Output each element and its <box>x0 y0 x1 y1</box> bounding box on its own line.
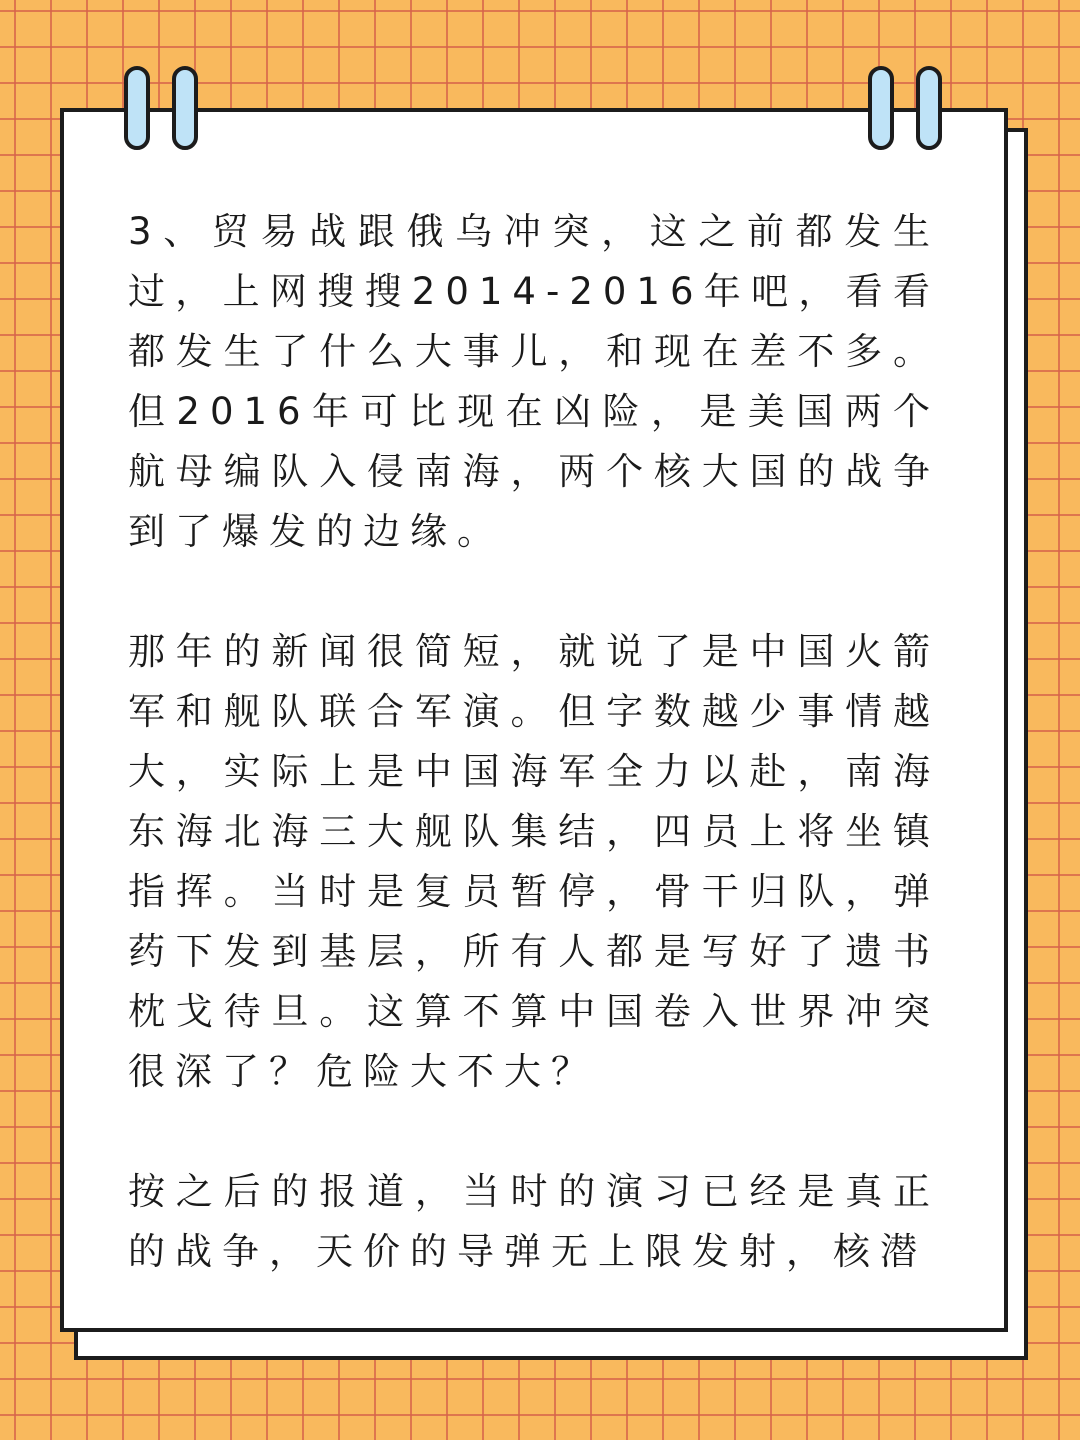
binder-ring-left-1 <box>124 66 150 150</box>
paragraph-3: 按之后的报道，当时的演习已经是真正的战争，天价的导弹无上限发射，核潜 <box>128 1170 940 1273</box>
note-text <box>128 202 940 1332</box>
paragraph-1: 3、贸易战跟俄乌冲突，这之前都发生过，上网搜搜2014-2016年吧，看看都发生了什么大事儿，和现在差不多。但2016年可比现在凶险，是美国两个航母编队入侵南海，两个核大国的战争到了爆发的边缘。 <box>128 210 940 553</box>
note-card <box>60 108 1008 1332</box>
binder-ring-right-2 <box>916 66 942 150</box>
paragraph-2: 那年的新闻很简短，就说了是中国火箭军和舰队联合军演。但字数越少事情越大，实际上是中国海军全力以赴，南海东海北海三大舰队集结，四员上将坐镇指挥。当时是复员暂停，骨干归队，弹药下发到基层，所有人都是写好了遗书枕戈待旦。这算不算中国卷入世界冲突很深了？危险大不大？ <box>128 630 940 1093</box>
binder-ring-right-1 <box>868 66 894 150</box>
binder-ring-left-2 <box>172 66 198 150</box>
